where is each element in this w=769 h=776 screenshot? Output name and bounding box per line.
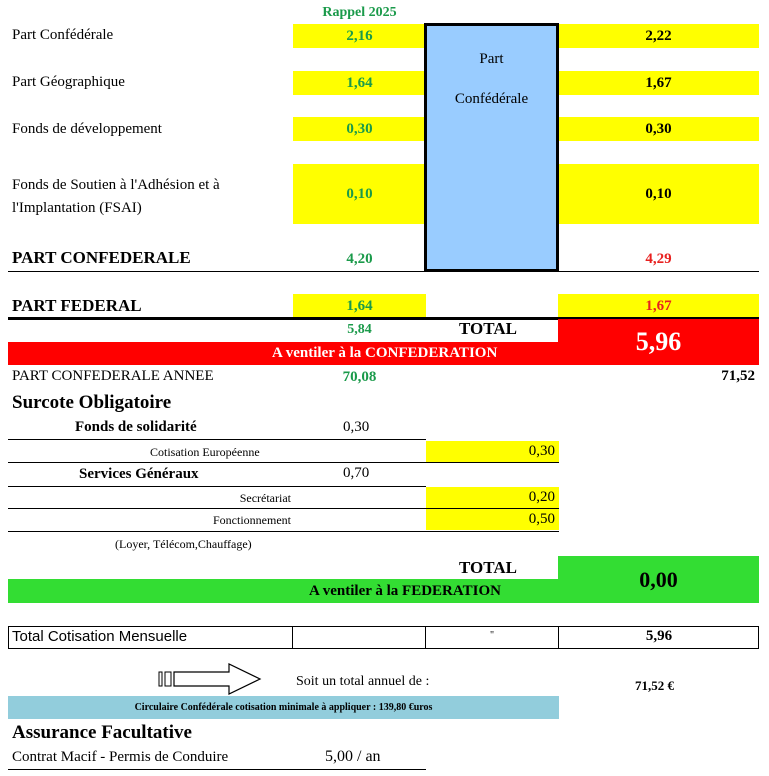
part-confederale-rappel: 4,20 bbox=[346, 250, 373, 267]
row-label-fsai: Fonds de Soutien à l'Adhésion et à l'Implantation (FSAI) bbox=[12, 177, 220, 216]
part-federal-value: 1,67 bbox=[558, 294, 759, 318]
part-federal-label: PART FEDERAL bbox=[12, 296, 142, 315]
solidarite-value: 0,30 bbox=[343, 419, 370, 435]
assurance-title: Assurance Facultative bbox=[12, 722, 192, 743]
fonctionnement-note: (Loyer, Télécom,Chauffage) bbox=[115, 537, 252, 551]
annee-value: 71,52 bbox=[721, 368, 755, 384]
divider bbox=[8, 439, 426, 440]
divider bbox=[292, 626, 293, 649]
value-part-geographique: 1,67 bbox=[558, 71, 759, 95]
divider bbox=[8, 531, 559, 532]
part-federal-rappel: 1,64 bbox=[293, 294, 426, 318]
services-label: Services Généraux bbox=[79, 466, 199, 482]
rappel-header: Rappel 2025 bbox=[322, 5, 397, 20]
assurance-label: Contrat Macif - Permis de Conduire bbox=[12, 749, 229, 765]
right-arrow-icon bbox=[157, 662, 263, 696]
total-conf-rappel: 5,84 bbox=[347, 322, 372, 337]
part-confederale-label: PART CONFEDERALE bbox=[12, 248, 191, 267]
mensuelle-label: Total Cotisation Mensuelle bbox=[12, 628, 188, 645]
total-fed-label: TOTAL bbox=[459, 558, 517, 577]
annuel-label: Soit un total annuel de : bbox=[296, 674, 430, 689]
total-fed-value: 0,00 bbox=[558, 556, 759, 603]
assurance-value: 5,00 / an bbox=[325, 748, 381, 765]
rappel-fonds-developpement: 0,30 bbox=[293, 117, 426, 141]
annuel-value: 71,52 € bbox=[635, 678, 674, 693]
solidarite-label: Fonds de solidarité bbox=[75, 419, 197, 435]
fonctionnement-value: 0,50 bbox=[426, 509, 559, 530]
divider bbox=[559, 271, 759, 272]
total-conf-label: TOTAL bbox=[459, 319, 517, 338]
mensuelle-mid: " bbox=[489, 630, 495, 641]
total-conf-value: 5,96 bbox=[558, 319, 759, 365]
annee-label: PART CONFEDERALE ANNEE bbox=[12, 368, 214, 384]
services-value: 0,70 bbox=[343, 465, 370, 481]
mensuelle-value: 5,96 bbox=[645, 628, 673, 644]
divider bbox=[8, 271, 424, 272]
circulaire-banner: Circulaire Confédérale cotisation minimale à appliquer : 139,80 €uros bbox=[8, 696, 559, 719]
rappel-fsai: 0,10 bbox=[293, 164, 426, 224]
federation-banner: A ventiler à la FEDERATION bbox=[8, 579, 559, 603]
europeenne-value: 0,30 bbox=[426, 441, 559, 462]
value-fsai: 0,10 bbox=[558, 164, 759, 224]
rappel-part-confederale: 2,16 bbox=[293, 24, 426, 48]
secretariat-label: Secrétariat bbox=[239, 491, 291, 505]
row-label-part-geographique: Part Géographique bbox=[12, 74, 125, 90]
fonctionnement-label: Fonctionnement bbox=[213, 513, 291, 527]
divider bbox=[8, 486, 426, 487]
value-part-confederale: 2,22 bbox=[558, 24, 759, 48]
rappel-part-geographique: 1,64 bbox=[293, 71, 426, 95]
divider bbox=[8, 462, 559, 463]
europeenne-label: Cotisation Européenne bbox=[150, 445, 260, 459]
annee-rappel: 70,08 bbox=[342, 368, 377, 385]
part-confederale-box: Part Confédérale bbox=[424, 23, 559, 272]
row-label-part-confederale: Part Confédérale bbox=[12, 27, 114, 43]
confederation-banner: A ventiler à la CONFEDERATION bbox=[8, 342, 559, 365]
divider bbox=[8, 769, 426, 770]
surcote-title: Surcote Obligatoire bbox=[12, 392, 172, 413]
part-confederale-value: 4,29 bbox=[645, 250, 672, 267]
row-label-fonds-developpement: Fonds de développement bbox=[12, 121, 162, 137]
value-fonds-developpement: 0,30 bbox=[558, 117, 759, 141]
secretariat-value: 0,20 bbox=[426, 487, 559, 508]
